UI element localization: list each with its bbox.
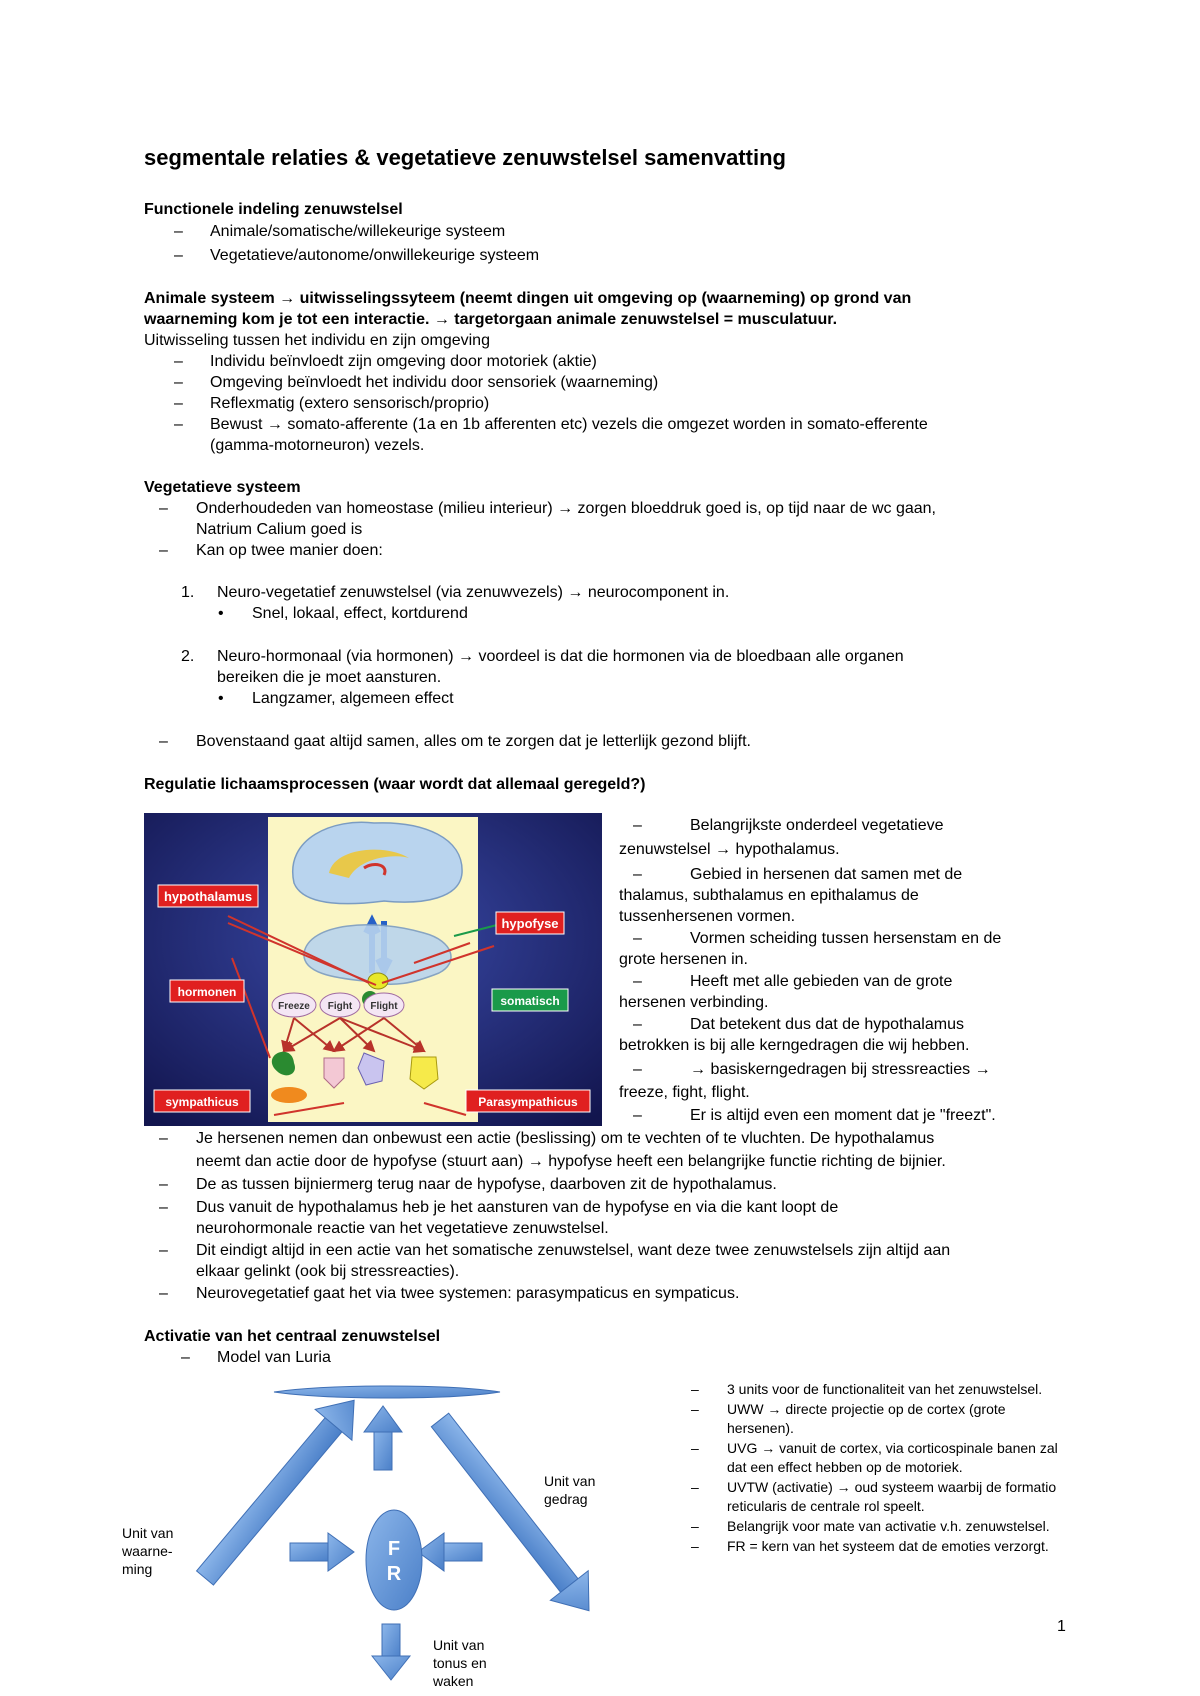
numbered-item-continuation: bereiken die je moet aansturen. — [217, 669, 442, 686]
dash-icon: – — [633, 1061, 642, 1078]
arrow-right-icon — [290, 1533, 354, 1571]
label-hypofyse: hypofyse — [501, 916, 559, 931]
label-hypothalamus: hypothalamus — [163, 889, 253, 904]
luria-item-continuation: reticularis de centrale rol speelt. — [727, 1498, 925, 1514]
list-number: 1. — [181, 584, 195, 601]
heading-regulatie: Regulatie lichaamsprocessen (waar wordt dat allemaal geregeld?) — [144, 776, 646, 793]
dash-icon: – — [159, 1176, 168, 1193]
dash-icon: – — [159, 1242, 168, 1259]
dash-icon: – — [633, 1107, 642, 1124]
luria-diagram — [110, 1368, 670, 1682]
dash-icon: – — [159, 1130, 168, 1147]
dash-icon: – — [174, 353, 183, 370]
label-unit-gedrag — [544, 1472, 595, 1508]
label-unit-waarneming — [122, 1524, 173, 1578]
list-item: Bovenstaand gaat altijd samen, alles om te zorgen dat je letterlijk gezond blijft. — [196, 733, 751, 750]
list-item: Individu beïnvloedt zijn omgeving door motoriek (aktie) — [210, 353, 597, 370]
list-item: Omgeving beïnvloedt het individu door sensoriek (waarneming) — [210, 374, 659, 391]
numbered-item: Neuro-hormonaal (via hormonen) → voordeel is dat die hormonen via de bloedbaan alle organen — [217, 648, 904, 665]
luria-item: UVG → vanuit de cortex, via corticospinale banen zal — [727, 1440, 1058, 1456]
dash-icon: – — [691, 1381, 699, 1397]
dash-icon: – — [159, 500, 168, 517]
fig-text-line: freeze, fight, flight. — [619, 1084, 750, 1101]
dash-icon: – — [633, 1016, 642, 1033]
fig-text-line: Belangrijkste onderdeel vegetatieve — [690, 817, 944, 834]
list-item: Je hersenen nemen dan onbewust een actie (beslissing) om te vechten of te vluchten. De hypothalamus — [196, 1130, 935, 1147]
page-number: 1 — [1057, 1618, 1066, 1635]
list-item-continuation: Natrium Calium goed is — [196, 521, 363, 538]
dash-icon: – — [181, 1349, 190, 1366]
animale-systeem-line2: waarneming kom je tot een interactie. → targetorgaan animale zenuwstelsel = musculatuur. — [144, 311, 838, 328]
list-item: Kan op twee manier doen: — [196, 542, 383, 559]
fig-text-line: grote hersenen in. — [619, 951, 748, 968]
luria-item: FR = kern van het systeem dat de emoties verzorgt. — [727, 1538, 1049, 1554]
label-somatisch: somatisch — [500, 994, 560, 1008]
neuron-orange-icon — [271, 1087, 307, 1103]
fr-label-r: R — [386, 1563, 402, 1585]
dash-icon: – — [691, 1518, 699, 1534]
bullet-item: Langzamer, algemeen effect — [252, 690, 454, 707]
heading-functionele-indeling: Functionele indeling zenuwstelsel — [144, 201, 403, 218]
luria-item: UWW → directe projectie op de cortex (grote — [727, 1401, 1006, 1417]
dash-icon: – — [691, 1401, 699, 1417]
label-line: waken — [433, 1673, 474, 1689]
arrow-up-icon — [364, 1406, 402, 1470]
bullet-item: Snel, lokaal, effect, kortdurend — [252, 605, 468, 622]
hypothalamus-figure — [144, 813, 602, 1126]
bullet-icon: • — [218, 690, 224, 707]
list-item-continuation: neurohormonale reactie van het vegetatieve zenuwstelsel. — [196, 1220, 609, 1237]
dash-icon: – — [691, 1479, 699, 1495]
luria-item: 3 units voor de functionaliteit van het zenuwstelsel. — [727, 1381, 1043, 1397]
fig-text-line: zenuwstelsel → hypothalamus. — [619, 841, 840, 858]
fig-text-line: Er is altijd even een moment dat je "freezt". — [690, 1107, 996, 1124]
fig-text-line: hersenen verbinding. — [619, 994, 769, 1011]
label-line: ming — [122, 1561, 153, 1577]
fig-text-line: betrokken is bij alle kerngedragen die wij hebben. — [619, 1037, 970, 1054]
heading-activatie: Activatie van het centraal zenuwstelsel — [144, 1328, 441, 1345]
list-item: Onderhoudeden van homeostase (milieu interieur) → zorgen bloeddruk goed is, op tijd naar de wc gaan, — [196, 500, 936, 517]
list-item-continuation: (gamma-motorneuron) vezels. — [210, 437, 425, 454]
list-item: Bewust → somato-afferente (1a en 1b afferenten etc) vezels die omgezet worden in somato-efferente — [210, 416, 928, 433]
label-unit-tonus — [433, 1636, 487, 1690]
label-sympathicus: sympathicus — [165, 1095, 239, 1109]
list-item: Vegetatieve/autonome/onwillekeurige systeem — [210, 247, 540, 264]
top-bar-icon — [274, 1386, 500, 1398]
dash-icon: – — [174, 395, 183, 412]
fr-oval-icon — [366, 1510, 422, 1610]
paragraph: Uitwisseling tussen het individu en zijn omgeving — [144, 332, 490, 349]
label-line: Unit van — [544, 1473, 596, 1489]
heading-vegetatieve-systeem: Vegetatieve systeem — [144, 479, 301, 496]
list-item-continuation: neemt dan actie door de hypofyse (stuurt aan) → hypofyse heeft een belangrijke functie richting de bijnier. — [196, 1153, 946, 1170]
label-freeze: Freeze — [278, 1001, 310, 1012]
luria-item: Belangrijk voor mate van activatie v.h. zenuwstelsel. — [727, 1518, 1050, 1534]
dash-icon: – — [633, 866, 642, 883]
animale-systeem-line1: Animale systeem → uitwisselingssyteem (neemt dingen uit omgeving op (waarneming) op grond van — [144, 290, 912, 307]
dash-icon: – — [633, 930, 642, 947]
label-fight: Fight — [327, 1001, 353, 1012]
arrow-down-right-icon — [421, 1405, 608, 1625]
luria-item-continuation: dat een effect hebben op de motoriek. — [727, 1459, 963, 1475]
dash-icon: – — [633, 973, 642, 990]
list-item-continuation: elkaar gelinkt (ook bij stressreacties). — [196, 1263, 460, 1280]
dash-icon: – — [174, 374, 183, 391]
label-line: tonus en — [433, 1655, 487, 1671]
fr-label-f: F — [387, 1538, 401, 1560]
list-item: Reflexmatig (extero sensorisch/proprio) — [210, 395, 490, 412]
dash-icon: – — [174, 247, 183, 264]
label-line: Unit van — [433, 1637, 485, 1653]
dash-icon: – — [174, 416, 183, 433]
brain-icon — [293, 822, 462, 903]
list-item: Dit eindigt altijd in een actie van het somatische zenuwstelsel, want deze twee zenuwstelsels zijn altijd aan — [196, 1242, 951, 1259]
dash-icon: – — [691, 1440, 699, 1456]
fig-text-line: Vormen scheiding tussen hersenstam en de — [690, 930, 1002, 947]
fig-text-line: thalamus, subthalamus en epithalamus de — [619, 887, 919, 904]
label-hormonen: hormonen — [177, 985, 237, 999]
luria-item-continuation: hersenen). — [727, 1420, 794, 1436]
dash-icon: – — [159, 1199, 168, 1216]
arrow-left-icon — [418, 1533, 482, 1571]
dash-icon: – — [691, 1538, 699, 1554]
dash-icon: – — [633, 817, 642, 834]
dash-icon: – — [159, 1285, 168, 1302]
label-flight: Flight — [370, 1001, 398, 1012]
arrow-down-icon — [372, 1624, 410, 1680]
dash-icon: – — [174, 223, 183, 240]
dash-icon: – — [159, 542, 168, 559]
arrow-up-right-icon — [187, 1385, 373, 1594]
label-line: waarne- — [122, 1543, 173, 1559]
fig-text-line: tussenhersenen vormen. — [619, 908, 796, 925]
list-item: Dus vanuit de hypothalamus heb je het aansturen van de hypofyse en via die kant loopt de — [196, 1199, 839, 1216]
list-item: De as tussen bijniermerg terug naar de hypofyse, daarboven zit de hypothalamus. — [196, 1176, 777, 1193]
bullet-icon: • — [218, 605, 224, 622]
fig-text-line: Gebied in hersenen dat samen met de — [690, 866, 963, 883]
numbered-item: Neuro-vegetatief zenuwstelsel (via zenuwvezels) → neurocomponent in. — [217, 584, 730, 601]
fig-text-line: → basiskerngedragen bij stressreacties → — [690, 1061, 991, 1078]
fig-text-line: Dat betekent dus dat de hypothalamus — [690, 1016, 964, 1033]
luria-item: UVTW (activatie) → oud systeem waarbij de formatio — [727, 1479, 1057, 1495]
dash-icon: – — [159, 733, 168, 750]
list-item: Neurovegetatief gaat het via twee systemen: parasympaticus en sympaticus. — [196, 1285, 740, 1302]
page-title: segmentale relaties & vegetatieve zenuwstelsel samenvatting — [144, 145, 786, 170]
label-line: gedrag — [544, 1491, 588, 1507]
label-parasympathicus: Parasympathicus — [478, 1095, 578, 1109]
list-item: Model van Luria — [217, 1349, 331, 1366]
fig-text-line: Heeft met alle gebieden van de grote — [690, 973, 953, 990]
list-number: 2. — [181, 648, 195, 665]
label-line: Unit van — [122, 1525, 174, 1541]
list-item: Animale/somatische/willekeurige systeem — [210, 223, 506, 240]
